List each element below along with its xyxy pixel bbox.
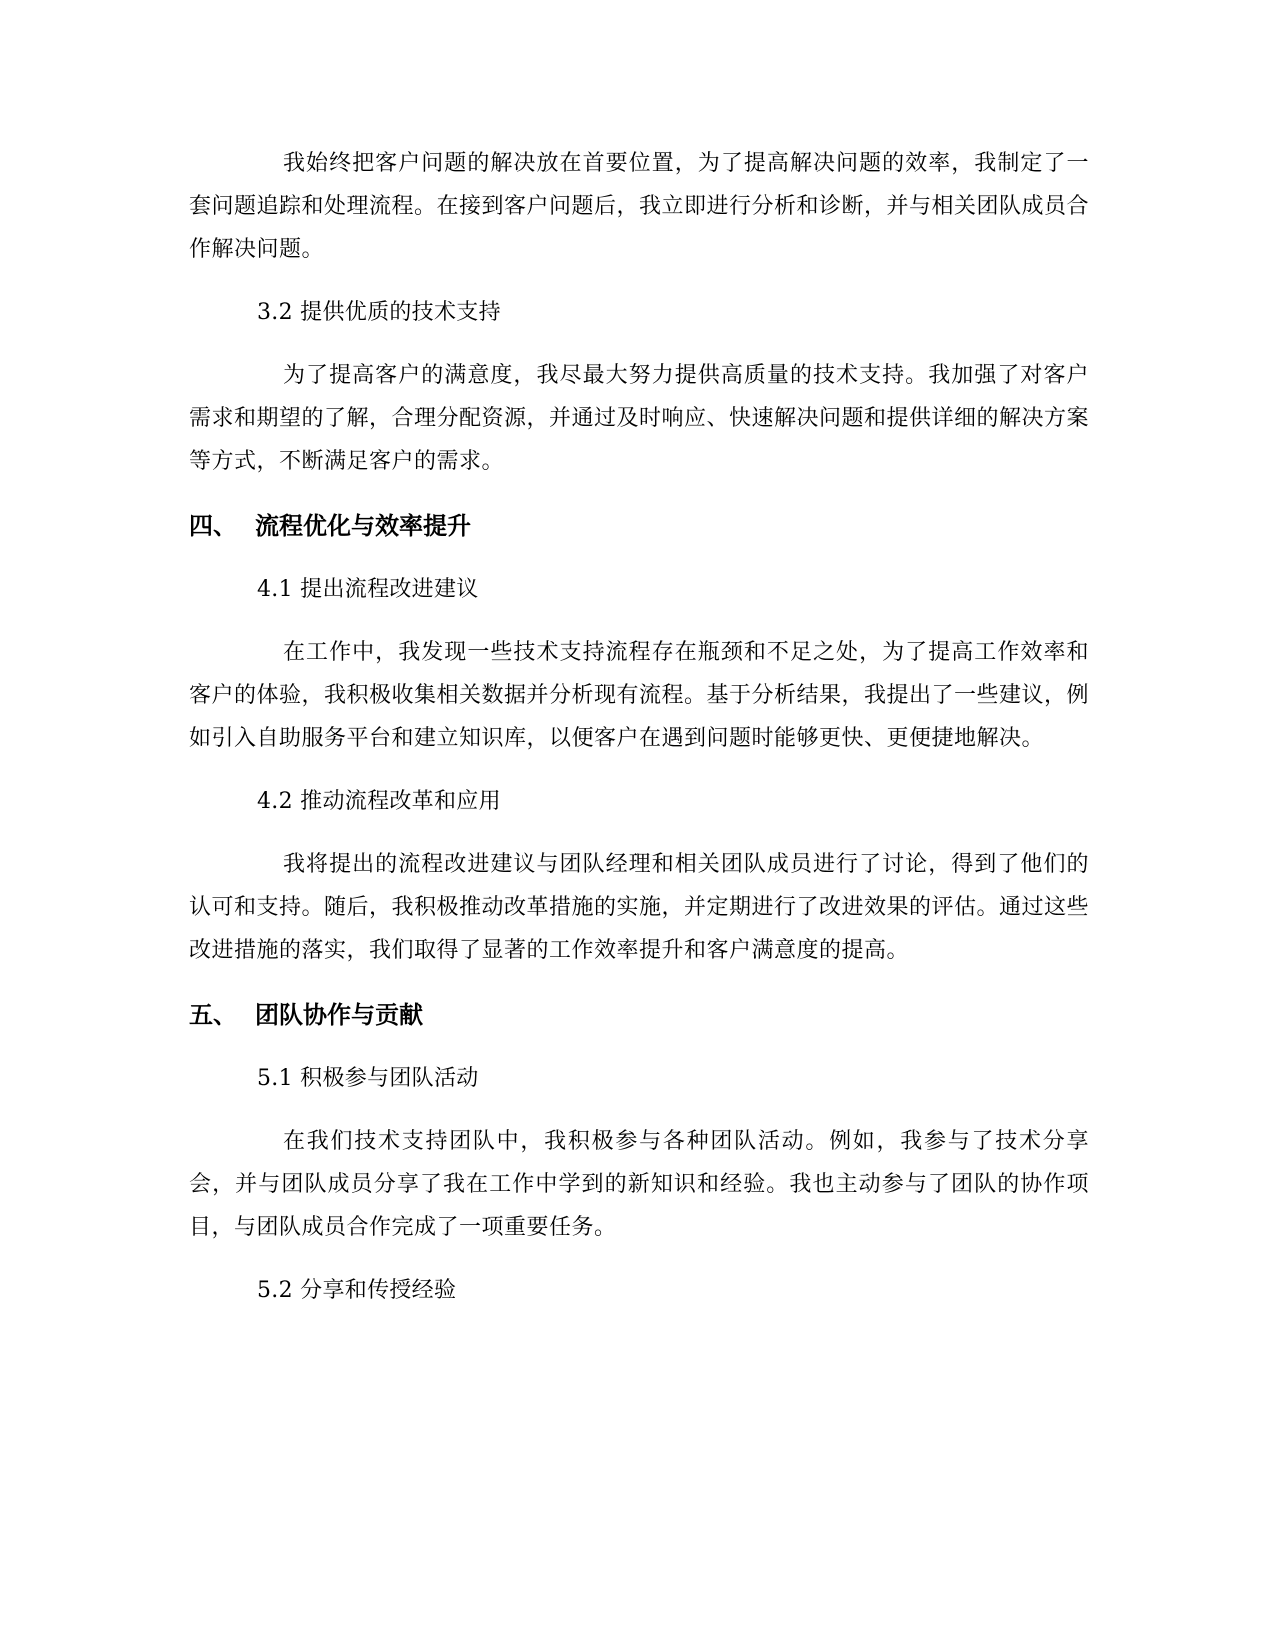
- section-number-5: 五、: [189, 1001, 237, 1029]
- subheading-4-2: 4.2 推动流程改革和应用: [257, 789, 501, 814]
- paragraph-process-suggestions: 在工作中，我发现一些技术支持流程存在瓶颈和不足之处，为了提高工作效率和客户的体验，我积极收集相关数据并分析现有流程。基于分析结果，我提出了一些建议，例如引入自助服务平台和建立知识库，以便客户在遇到问题时能够更快、更便捷地解决。: [189, 640, 1090, 751]
- paragraph-process-reform: 我将提出的流程改进建议与团队经理和相关团队成员进行了讨论，得到了他们的认可和支持。随后，我积极推动改革措施的实施，并定期进行了改进效果的评估。通过这些改进措施的落实，我们取得了显著的工作效率提升和客户满意度的提高。: [189, 852, 1090, 963]
- section-number-4: 四、: [189, 512, 237, 540]
- document-body: [189, 142, 1089, 1312]
- subheading-4-1: 4.1 提出流程改进建议: [257, 577, 479, 602]
- subheading-3-2: 3.2 提供优质的技术支持: [257, 300, 501, 325]
- paragraph-tech-support: 为了提高客户的满意度，我尽最大努力提供高质量的技术支持。我加强了对客户需求和期望的了解，合理分配资源，并通过及时响应、快速解决问题和提供详细的解决方案等方式，不断满足客户的需求。: [189, 363, 1090, 474]
- section-heading-4: [189, 505, 1089, 548]
- section-title-5: 团队协作与贡献: [255, 1001, 423, 1029]
- section-title-4: 流程优化与效率提升: [255, 512, 471, 540]
- subheading-5-1: 5.1 积极参与团队活动: [257, 1066, 479, 1091]
- paragraph-problem-tracking: 我始终把客户问题的解决放在首要位置，为了提高解决问题的效率，我制定了一套问题追踪和处理流程。在接到客户问题后，我立即进行分析和诊断，并与相关团队成员合作解决问题。: [189, 151, 1090, 262]
- subheading-5-2: 5.2 分享和传授经验: [257, 1278, 457, 1303]
- paragraph-team-activities: 在我们技术支持团队中，我积极参与各种团队活动。例如，我参与了技术分享会，并与团队成员分享了我在工作中学到的新知识和经验。我也主动参与了团队的协作项目，与团队成员合作完成了一项重要任务。: [189, 1129, 1089, 1240]
- section-heading-5: [189, 994, 1089, 1037]
